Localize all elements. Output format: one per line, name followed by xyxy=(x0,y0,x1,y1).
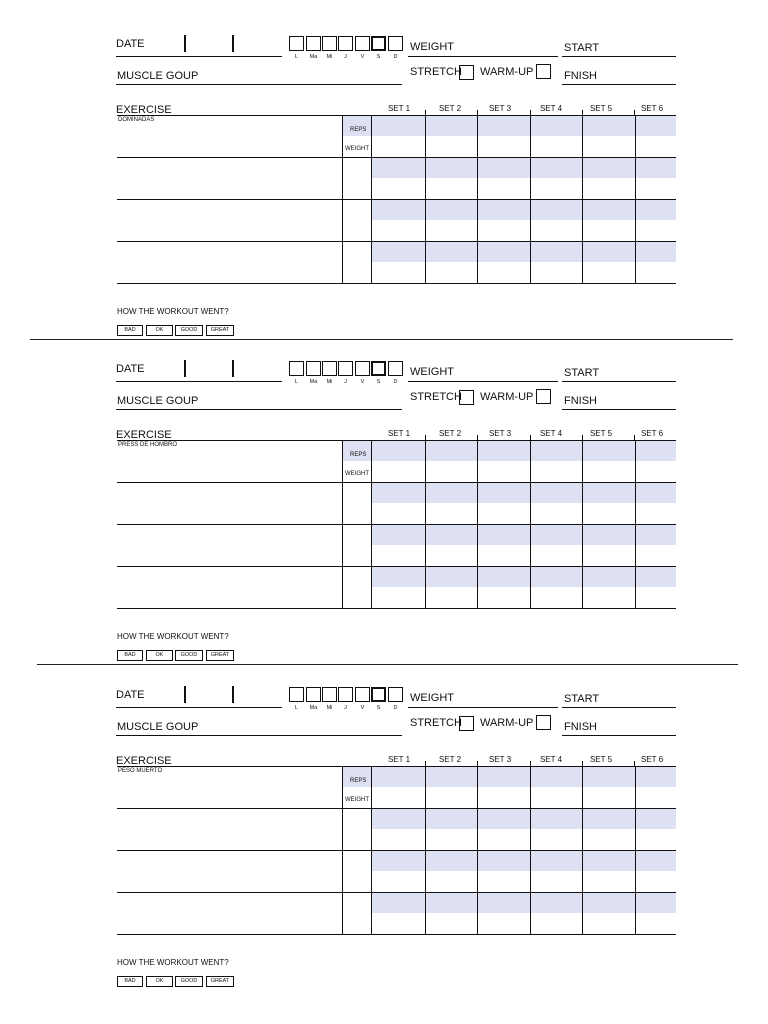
set-cell[interactable] xyxy=(582,524,676,566)
rating-bad-button[interactable]: BAD xyxy=(117,976,143,987)
day-checkbox-v[interactable] xyxy=(355,36,370,51)
day-label: Mi xyxy=(326,705,333,711)
set-cell[interactable] xyxy=(530,566,582,608)
start-line[interactable] xyxy=(562,707,676,708)
muscle-group-line[interactable] xyxy=(116,735,402,736)
row-weight-label: WEIGHT xyxy=(345,471,369,477)
set-cell[interactable] xyxy=(425,199,477,241)
stretch-checkbox[interactable] xyxy=(459,65,474,80)
exercise-name: DOMINADAS xyxy=(118,117,155,123)
day-label: V xyxy=(360,379,365,385)
rating-ok-button[interactable]: OK xyxy=(146,650,173,661)
set-cell[interactable] xyxy=(530,808,582,850)
day-label: Ma xyxy=(309,54,318,60)
exercise-table xyxy=(117,440,676,608)
warm-up-label: WARM-UP xyxy=(480,717,534,729)
set-cell[interactable] xyxy=(477,199,530,241)
exercise-name-cell[interactable] xyxy=(117,241,342,283)
finish-label: FNISH xyxy=(564,721,597,733)
set-cell[interactable] xyxy=(425,115,477,157)
set-cell[interactable] xyxy=(530,157,582,199)
day-checkbox-s[interactable] xyxy=(371,36,386,51)
set-header-4: SET 4 xyxy=(539,429,563,438)
weight-line[interactable] xyxy=(408,707,558,708)
exercise-label: EXERCISE xyxy=(116,429,172,441)
set-cell[interactable] xyxy=(582,850,676,892)
set-cell[interactable] xyxy=(582,808,676,850)
set-header-2: SET 2 xyxy=(438,104,462,113)
set-cell[interactable] xyxy=(582,199,676,241)
set-cell[interactable] xyxy=(530,115,582,157)
set-cell[interactable] xyxy=(582,482,676,524)
weight-label: WEIGHT xyxy=(410,692,454,704)
row-weight-label: WEIGHT xyxy=(345,797,369,803)
set-cell[interactable] xyxy=(371,566,425,608)
set-cell[interactable] xyxy=(582,115,676,157)
table-column-line xyxy=(342,440,343,608)
set-header-3: SET 3 xyxy=(488,755,512,764)
exercise-name-cell[interactable] xyxy=(117,115,342,157)
workout-section-3 xyxy=(0,651,768,984)
day-checkbox-l[interactable] xyxy=(289,361,304,376)
date-line[interactable] xyxy=(116,707,282,708)
warm-up-label: WARM-UP xyxy=(480,66,534,78)
day-checkbox-v[interactable] xyxy=(355,361,370,376)
rating-good-button[interactable]: GOOD xyxy=(175,976,203,987)
exercise-table xyxy=(117,766,676,934)
day-checkbox-ma[interactable] xyxy=(306,361,321,376)
set-cell[interactable] xyxy=(371,440,425,482)
muscle-group-label: MUSCLE GOUP xyxy=(117,395,199,407)
set-cell[interactable] xyxy=(425,566,477,608)
day-label: J xyxy=(344,705,347,711)
row-weight-label: WEIGHT xyxy=(345,146,369,152)
set-header-5: SET 5 xyxy=(589,755,613,764)
start-label: START xyxy=(564,42,600,54)
warm-up-label: WARM-UP xyxy=(480,391,534,403)
exercise-name-cell[interactable] xyxy=(117,850,342,892)
day-label: S xyxy=(376,705,381,711)
set-header-5: SET 5 xyxy=(589,104,613,113)
set-cell[interactable] xyxy=(477,482,530,524)
day-checkbox-v[interactable] xyxy=(355,687,370,702)
start-label: START xyxy=(564,693,600,705)
day-label: S xyxy=(376,379,381,385)
date-divider xyxy=(232,35,234,52)
set-cell[interactable] xyxy=(425,808,477,850)
set-header-1: SET 1 xyxy=(387,429,411,438)
set-cell[interactable] xyxy=(582,440,676,482)
date-line[interactable] xyxy=(116,381,282,382)
finish-label: FNISH xyxy=(564,395,597,407)
rating-ok-button[interactable]: OK xyxy=(146,976,173,987)
exercise-name: PESO MUERTO xyxy=(118,768,163,774)
exercise-name-cell[interactable] xyxy=(117,440,342,482)
set-cell[interactable] xyxy=(477,157,530,199)
day-checkbox-d[interactable] xyxy=(388,687,403,702)
set-cell[interactable] xyxy=(425,892,477,934)
day-checkbox-mi[interactable] xyxy=(322,361,337,376)
stretch-label: STRETCH xyxy=(410,391,462,403)
rating-ok-button[interactable]: OK xyxy=(146,325,173,336)
set-cell[interactable] xyxy=(425,766,477,808)
day-checkbox-mi[interactable] xyxy=(322,687,337,702)
day-checkbox-j[interactable] xyxy=(338,361,353,376)
exercise-name-cell[interactable] xyxy=(117,566,342,608)
set-cell[interactable] xyxy=(425,241,477,283)
set-cell[interactable] xyxy=(371,808,425,850)
finish-label: FNISH xyxy=(564,70,597,82)
set-cell[interactable] xyxy=(425,482,477,524)
workout-question: HOW THE WORKOUT WENT? xyxy=(117,307,229,316)
day-label: L xyxy=(294,379,299,385)
date-label: DATE xyxy=(116,363,145,375)
day-checkbox-mi[interactable] xyxy=(322,36,337,51)
date-line[interactable] xyxy=(116,56,282,57)
set-header-3: SET 3 xyxy=(488,104,512,113)
set-cell[interactable] xyxy=(530,241,582,283)
table-column-line xyxy=(342,115,343,283)
set-cell[interactable] xyxy=(477,892,530,934)
table-column-line xyxy=(342,766,343,934)
exercise-name-cell[interactable] xyxy=(117,157,342,199)
exercise-label: EXERCISE xyxy=(116,755,172,767)
set-cell[interactable] xyxy=(477,115,530,157)
set-header-6: SET 6 xyxy=(640,755,664,764)
day-checkbox-j[interactable] xyxy=(338,687,353,702)
set-header-1: SET 1 xyxy=(387,755,411,764)
set-cell[interactable] xyxy=(582,241,676,283)
start-label: START xyxy=(564,367,600,379)
date-divider xyxy=(184,686,186,703)
set-cell[interactable] xyxy=(371,766,425,808)
warm-up-checkbox[interactable] xyxy=(536,715,551,730)
set-cell[interactable] xyxy=(582,157,676,199)
set-cell[interactable] xyxy=(582,766,676,808)
set-cell[interactable] xyxy=(530,850,582,892)
workout-question: HOW THE WORKOUT WENT? xyxy=(117,632,229,641)
date-divider xyxy=(184,35,186,52)
warm-up-checkbox[interactable] xyxy=(536,64,551,79)
set-header-3: SET 3 xyxy=(488,429,512,438)
table-row-line xyxy=(117,934,676,935)
rating-bad-button[interactable]: BAD xyxy=(117,325,143,336)
set-header-2: SET 2 xyxy=(438,755,462,764)
set-cell[interactable] xyxy=(477,850,530,892)
set-cell[interactable] xyxy=(477,566,530,608)
set-cell[interactable] xyxy=(582,566,676,608)
set-header-6: SET 6 xyxy=(640,104,664,113)
date-label: DATE xyxy=(116,38,145,50)
day-label: Ma xyxy=(309,379,318,385)
day-label: L xyxy=(294,705,299,711)
day-label: V xyxy=(360,705,365,711)
day-checkbox-ma[interactable] xyxy=(306,36,321,51)
muscle-group-line[interactable] xyxy=(116,409,402,410)
set-cell[interactable] xyxy=(371,482,425,524)
day-checkbox-s[interactable] xyxy=(371,361,386,376)
set-header-2: SET 2 xyxy=(438,429,462,438)
day-label: Mi xyxy=(326,379,333,385)
muscle-group-line[interactable] xyxy=(116,84,402,85)
rating-great-button[interactable]: GREAT xyxy=(206,325,234,336)
day-label: Ma xyxy=(309,705,318,711)
rating-great-button[interactable]: GREAT xyxy=(206,650,234,661)
reps-label: REPS xyxy=(350,127,367,133)
set-cell[interactable] xyxy=(371,157,425,199)
section-separator xyxy=(37,664,738,665)
stretch-label: STRETCH xyxy=(410,717,462,729)
set-cell[interactable] xyxy=(530,766,582,808)
exercise-label: EXERCISE xyxy=(116,104,172,116)
rating-great-button[interactable]: GREAT xyxy=(206,976,234,987)
exercise-name-cell[interactable] xyxy=(117,482,342,524)
day-label: Mi xyxy=(326,54,333,60)
weight-line[interactable] xyxy=(408,381,558,382)
set-cell[interactable] xyxy=(371,241,425,283)
day-checkbox-d[interactable] xyxy=(388,361,403,376)
workout-section-2 xyxy=(0,325,768,658)
date-divider xyxy=(184,360,186,377)
workout-question: HOW THE WORKOUT WENT? xyxy=(117,958,229,967)
table-row-line xyxy=(117,608,676,609)
exercise-name-cell[interactable] xyxy=(117,524,342,566)
section-separator xyxy=(30,339,733,340)
set-cell[interactable] xyxy=(425,157,477,199)
date-label: DATE xyxy=(116,689,145,701)
stretch-checkbox[interactable] xyxy=(459,390,474,405)
day-label: D xyxy=(393,705,398,711)
table-row-line xyxy=(117,283,676,284)
set-header-4: SET 4 xyxy=(539,755,563,764)
start-line[interactable] xyxy=(562,381,676,382)
day-label: J xyxy=(344,379,347,385)
exercise-name-cell[interactable] xyxy=(117,892,342,934)
weight-label: WEIGHT xyxy=(410,366,454,378)
set-cell[interactable] xyxy=(530,482,582,524)
weight-line[interactable] xyxy=(408,56,558,57)
finish-line[interactable] xyxy=(562,735,676,736)
day-checkbox-j[interactable] xyxy=(338,36,353,51)
set-cell[interactable] xyxy=(425,440,477,482)
day-label: D xyxy=(393,54,398,60)
set-cell[interactable] xyxy=(425,850,477,892)
exercise-name: PRESS DE HOMBRO xyxy=(118,442,178,448)
set-header-1: SET 1 xyxy=(387,104,411,113)
rating-good-button[interactable]: GOOD xyxy=(175,325,203,336)
stretch-checkbox[interactable] xyxy=(459,716,474,731)
set-cell[interactable] xyxy=(582,892,676,934)
muscle-group-label: MUSCLE GOUP xyxy=(117,70,199,82)
exercise-table xyxy=(117,115,676,283)
set-cell[interactable] xyxy=(371,199,425,241)
warm-up-checkbox[interactable] xyxy=(536,389,551,404)
day-label: V xyxy=(360,54,365,60)
set-cell[interactable] xyxy=(477,524,530,566)
exercise-name-cell[interactable] xyxy=(117,766,342,808)
day-checkbox-ma[interactable] xyxy=(306,687,321,702)
date-divider xyxy=(232,686,234,703)
day-checkbox-d[interactable] xyxy=(388,36,403,51)
reps-label: REPS xyxy=(350,778,367,784)
stretch-label: STRETCH xyxy=(410,66,462,78)
day-label: J xyxy=(344,54,347,60)
set-cell[interactable] xyxy=(530,199,582,241)
day-checkbox-l[interactable] xyxy=(289,36,304,51)
set-cell[interactable] xyxy=(425,524,477,566)
finish-line[interactable] xyxy=(562,84,676,85)
set-cell[interactable] xyxy=(530,892,582,934)
finish-line[interactable] xyxy=(562,409,676,410)
muscle-group-label: MUSCLE GOUP xyxy=(117,721,199,733)
set-cell[interactable] xyxy=(477,241,530,283)
set-cell[interactable] xyxy=(371,115,425,157)
workout-section-1 xyxy=(0,0,768,333)
rating-good-button[interactable]: GOOD xyxy=(175,650,203,661)
set-cell[interactable] xyxy=(477,766,530,808)
set-header-5: SET 5 xyxy=(589,429,613,438)
exercise-name-cell[interactable] xyxy=(117,808,342,850)
set-header-6: SET 6 xyxy=(640,429,664,438)
rating-bad-button[interactable]: BAD xyxy=(117,650,143,661)
exercise-name-cell[interactable] xyxy=(117,199,342,241)
set-header-4: SET 4 xyxy=(539,104,563,113)
set-cell[interactable] xyxy=(371,850,425,892)
day-checkbox-l[interactable] xyxy=(289,687,304,702)
start-line[interactable] xyxy=(562,56,676,57)
set-cell[interactable] xyxy=(371,524,425,566)
set-cell[interactable] xyxy=(477,440,530,482)
set-cell[interactable] xyxy=(530,440,582,482)
day-label: L xyxy=(294,54,299,60)
weight-label: WEIGHT xyxy=(410,41,454,53)
set-cell[interactable] xyxy=(530,524,582,566)
day-label: S xyxy=(376,54,381,60)
set-cell[interactable] xyxy=(371,892,425,934)
date-divider xyxy=(232,360,234,377)
day-checkbox-s[interactable] xyxy=(371,687,386,702)
day-label: D xyxy=(393,379,398,385)
set-cell[interactable] xyxy=(477,808,530,850)
reps-label: REPS xyxy=(350,452,367,458)
